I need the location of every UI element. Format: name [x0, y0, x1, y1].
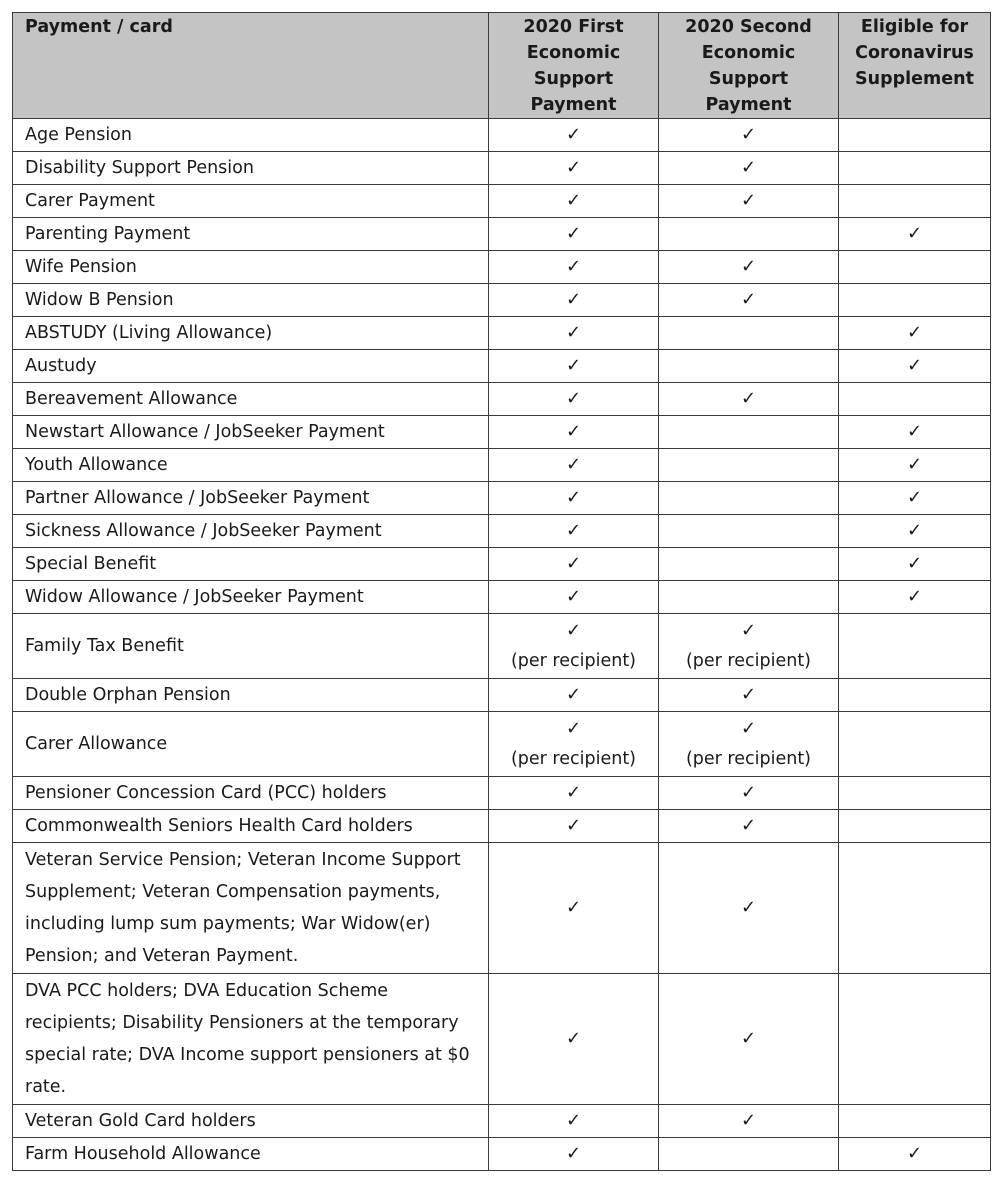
check-mark-icon: ✓: [906, 520, 923, 541]
table-row: [13, 449, 991, 482]
check-mark-icon: ✓: [565, 256, 582, 277]
cell-second: [659, 317, 839, 350]
cell-first: [489, 581, 659, 614]
check-mark-icon: ✓: [906, 553, 923, 574]
check-mark-icon: ✓: [565, 421, 582, 442]
check-mark-icon: ✓: [565, 815, 582, 836]
check-mark-icon: ✓: [906, 1143, 923, 1164]
row-payment-name: Widow B Pension: [13, 284, 489, 317]
cell-supplement: [839, 974, 991, 1105]
table-row: [13, 482, 991, 515]
cell-first: [489, 218, 659, 251]
check-mark-icon: ✓: [565, 190, 582, 211]
check-mark-icon: ✓: [565, 1028, 582, 1049]
cell-first: [489, 515, 659, 548]
cell-supplement: [839, 614, 991, 679]
cell-first: [489, 383, 659, 416]
table-row: [13, 284, 991, 317]
row-payment-name: Double Orphan Pension: [13, 679, 489, 712]
cell-first: [489, 679, 659, 712]
table-row: [13, 383, 991, 416]
cell-first: [489, 712, 659, 777]
check-mark-icon: ✓: [740, 124, 757, 145]
cell-first: [489, 1138, 659, 1171]
check-mark-icon: ✓: [906, 322, 923, 343]
header-row: [13, 13, 991, 119]
table-row: [13, 810, 991, 843]
cell-second: [659, 843, 839, 974]
cell-supplement: [839, 350, 991, 383]
cell-second: [659, 974, 839, 1105]
check-mark-icon: ✓: [740, 157, 757, 178]
cell-supplement: [839, 317, 991, 350]
cell-first: [489, 1105, 659, 1138]
check-mark-icon: ✓: [906, 454, 923, 475]
check-mark-icon: ✓: [740, 620, 757, 641]
cell-second: [659, 1105, 839, 1138]
cell-supplement: [839, 679, 991, 712]
table-row: [13, 152, 991, 185]
row-payment-name: Partner Allowance / JobSeeker Payment: [13, 482, 489, 515]
table-row: [13, 317, 991, 350]
row-payment-name: Bereavement Allowance: [13, 383, 489, 416]
row-payment-name: Age Pension: [13, 119, 489, 152]
per-recipient-note: (per recipient): [685, 651, 812, 671]
cell-supplement: [839, 777, 991, 810]
check-mark-icon: ✓: [740, 1110, 757, 1131]
table-row: [13, 581, 991, 614]
cell-first: [489, 152, 659, 185]
cell-supplement: [839, 515, 991, 548]
row-payment-name: Youth Allowance: [13, 449, 489, 482]
cell-first: [489, 974, 659, 1105]
cell-second: [659, 1138, 839, 1171]
header-coronavirus-supplement: Eligible for Coronavirus Supplement: [839, 13, 991, 119]
cell-second: [659, 218, 839, 251]
check-mark-icon: ✓: [565, 289, 582, 310]
check-mark-icon: ✓: [565, 586, 582, 607]
check-mark-icon: ✓: [740, 718, 757, 739]
cell-first: [489, 843, 659, 974]
cell-supplement: [839, 152, 991, 185]
check-mark-icon: ✓: [565, 782, 582, 803]
cell-second: [659, 777, 839, 810]
cell-second: [659, 712, 839, 777]
check-mark-icon: ✓: [565, 684, 582, 705]
cell-supplement: [839, 1105, 991, 1138]
cell-second: [659, 548, 839, 581]
check-mark-icon: ✓: [565, 1110, 582, 1131]
check-mark-icon: ✓: [740, 1028, 757, 1049]
table-row: [13, 515, 991, 548]
row-payment-name: ABSTUDY (Living Allowance): [13, 317, 489, 350]
table-row: [13, 185, 991, 218]
cell-supplement: [839, 383, 991, 416]
check-mark-icon: ✓: [565, 223, 582, 244]
cell-second: [659, 515, 839, 548]
cell-first: [489, 185, 659, 218]
table-row: [13, 777, 991, 810]
row-payment-name: Farm Household Allowance: [13, 1138, 489, 1171]
cell-supplement: [839, 548, 991, 581]
row-payment-name: Parenting Payment: [13, 218, 489, 251]
cell-supplement: [839, 843, 991, 974]
check-mark-icon: ✓: [565, 322, 582, 343]
cell-first: [489, 810, 659, 843]
table-body: [13, 119, 991, 1171]
table-row: [13, 119, 991, 152]
check-mark-icon: ✓: [565, 897, 582, 918]
row-payment-name: Veteran Service Pension; Veteran Income Support Supplement; Veteran Compensation payments, including lump sum payments; War Widow(er) Pension; and Veteran Payment.: [13, 843, 489, 974]
cell-first: [489, 482, 659, 515]
check-mark-icon: ✓: [565, 355, 582, 376]
row-payment-name: Carer Payment: [13, 185, 489, 218]
cell-supplement: [839, 416, 991, 449]
header-second-payment: 2020 Second Economic Support Payment: [659, 13, 839, 119]
table-row: [13, 350, 991, 383]
cell-supplement: [839, 218, 991, 251]
cell-second: [659, 251, 839, 284]
table-row: [13, 548, 991, 581]
cell-second: [659, 284, 839, 317]
table-row: [13, 1105, 991, 1138]
check-mark-icon: ✓: [740, 289, 757, 310]
cell-first: [489, 119, 659, 152]
row-payment-name: Newstart Allowance / JobSeeker Payment: [13, 416, 489, 449]
row-payment-name: Widow Allowance / JobSeeker Payment: [13, 581, 489, 614]
cell-second: [659, 810, 839, 843]
cell-second: [659, 152, 839, 185]
check-mark-icon: ✓: [740, 897, 757, 918]
table-row: [13, 218, 991, 251]
per-recipient-note: (per recipient): [685, 749, 812, 769]
cell-second: [659, 383, 839, 416]
table-row: [13, 1138, 991, 1171]
check-mark-icon: ✓: [565, 718, 582, 739]
check-mark-icon: ✓: [565, 388, 582, 409]
cell-supplement: [839, 1138, 991, 1171]
check-mark-icon: ✓: [906, 421, 923, 442]
check-mark-icon: ✓: [740, 684, 757, 705]
check-mark-icon: ✓: [565, 553, 582, 574]
cell-supplement: [839, 581, 991, 614]
check-mark-icon: ✓: [740, 388, 757, 409]
check-mark-icon: ✓: [906, 355, 923, 376]
table-row: [13, 251, 991, 284]
header-payment-card: Payment / card: [13, 13, 489, 119]
cell-second: [659, 581, 839, 614]
table-row: [13, 614, 991, 679]
row-payment-name: Pensioner Concession Card (PCC) holders: [13, 777, 489, 810]
cell-second: [659, 449, 839, 482]
cell-first: [489, 416, 659, 449]
check-mark-icon: ✓: [565, 124, 582, 145]
cell-first: [489, 777, 659, 810]
row-payment-name: Wife Pension: [13, 251, 489, 284]
cell-second: [659, 416, 839, 449]
check-mark-icon: ✓: [565, 487, 582, 508]
check-mark-icon: ✓: [740, 782, 757, 803]
check-mark-icon: ✓: [906, 223, 923, 244]
cell-supplement: [839, 810, 991, 843]
check-mark-icon: ✓: [565, 454, 582, 475]
row-payment-name: DVA PCC holders; DVA Education Scheme recipients; Disability Pensioners at the temporary special rate; DVA Income support pensioners at $0 rate.: [13, 974, 489, 1105]
cell-supplement: [839, 251, 991, 284]
cell-second: [659, 482, 839, 515]
cell-first: [489, 350, 659, 383]
check-mark-icon: ✓: [565, 1143, 582, 1164]
check-mark-icon: ✓: [906, 586, 923, 607]
cell-supplement: [839, 449, 991, 482]
row-payment-name: Sickness Allowance / JobSeeker Payment: [13, 515, 489, 548]
row-payment-name: Veteran Gold Card holders: [13, 1105, 489, 1138]
table-row: [13, 679, 991, 712]
check-mark-icon: ✓: [740, 190, 757, 211]
check-mark-icon: ✓: [565, 520, 582, 541]
cell-first: [489, 449, 659, 482]
row-payment-name: Austudy: [13, 350, 489, 383]
check-mark-icon: ✓: [565, 157, 582, 178]
row-payment-name: Carer Allowance: [13, 712, 489, 777]
cell-first: [489, 284, 659, 317]
check-mark-icon: ✓: [565, 620, 582, 641]
cell-second: [659, 614, 839, 679]
cell-supplement: [839, 185, 991, 218]
table-header: [13, 13, 991, 119]
cell-supplement: [839, 119, 991, 152]
cell-first: [489, 614, 659, 679]
cell-first: [489, 548, 659, 581]
table-row: [13, 974, 991, 1105]
row-payment-name: Special Benefit: [13, 548, 489, 581]
check-mark-icon: ✓: [906, 487, 923, 508]
row-payment-name: Family Tax Benefit: [13, 614, 489, 679]
per-recipient-note: (per recipient): [510, 749, 637, 769]
per-recipient-note: (per recipient): [510, 651, 637, 671]
table-row: [13, 843, 991, 974]
cell-first: [489, 317, 659, 350]
cell-second: [659, 119, 839, 152]
check-mark-icon: ✓: [740, 256, 757, 277]
header-first-payment: 2020 First Economic Support Payment: [489, 13, 659, 119]
payments-table: [12, 12, 991, 1171]
cell-second: [659, 679, 839, 712]
cell-first: [489, 251, 659, 284]
cell-supplement: [839, 712, 991, 777]
cell-supplement: [839, 482, 991, 515]
table-row: [13, 416, 991, 449]
row-payment-name: Commonwealth Seniors Health Card holders: [13, 810, 489, 843]
cell-second: [659, 350, 839, 383]
table-row: [13, 712, 991, 777]
cell-supplement: [839, 284, 991, 317]
row-payment-name: Disability Support Pension: [13, 152, 489, 185]
check-mark-icon: ✓: [740, 815, 757, 836]
cell-second: [659, 185, 839, 218]
